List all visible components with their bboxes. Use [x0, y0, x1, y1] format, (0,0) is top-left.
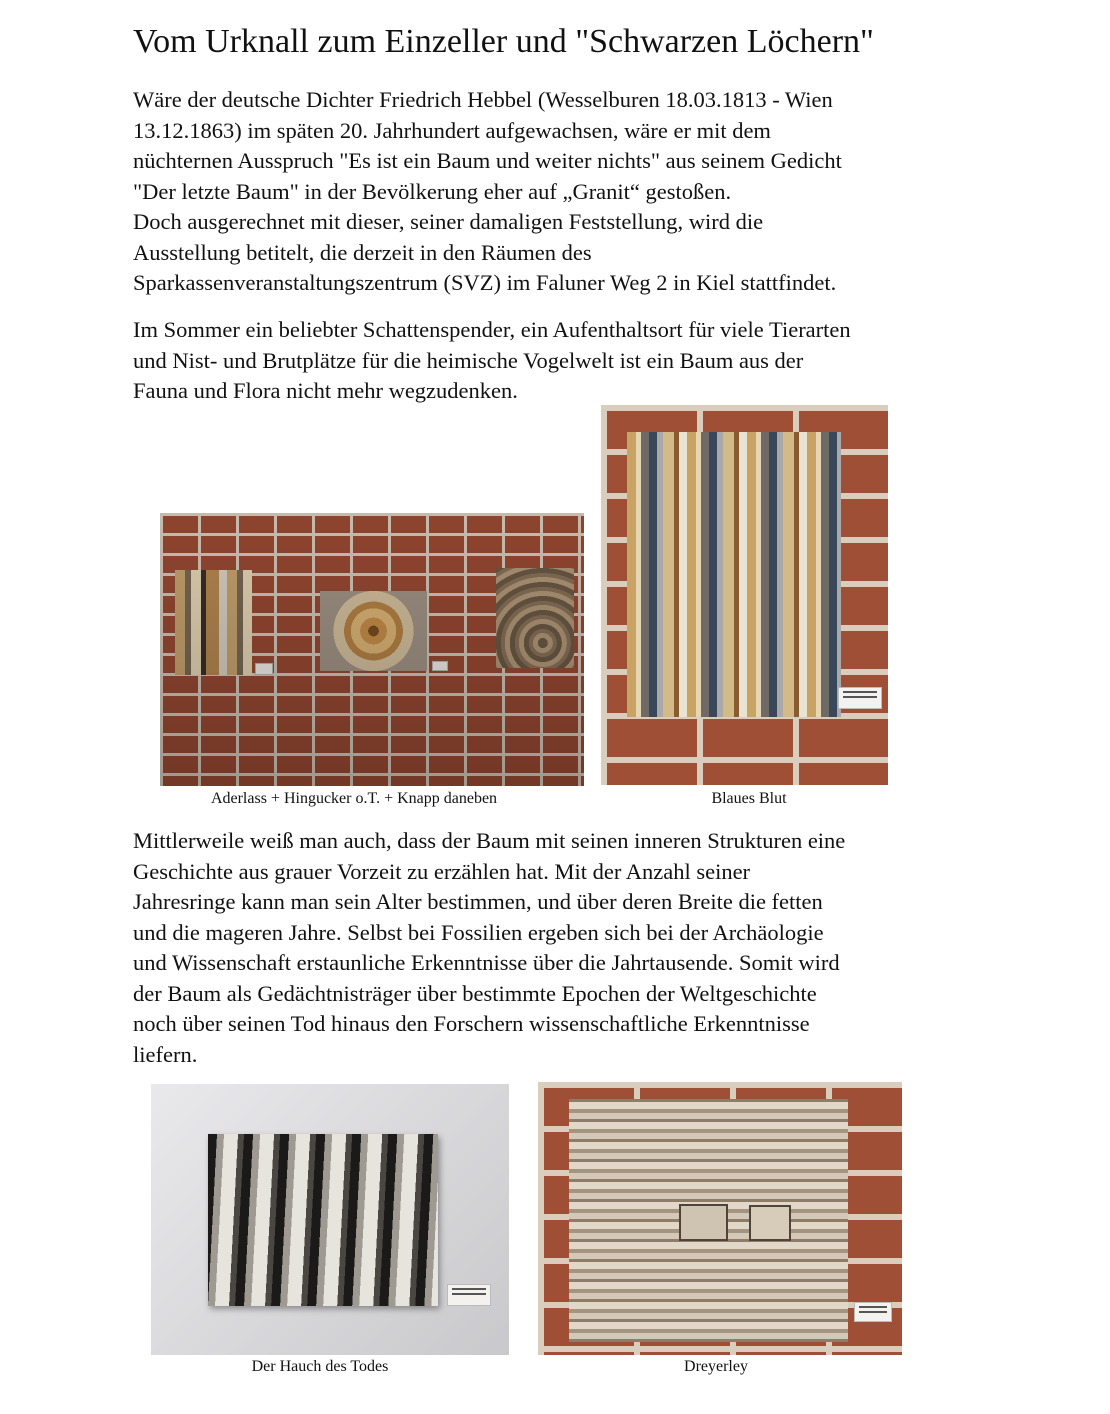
text-line: und Nist- und Brutplätze für die heimische Vogelwelt ist ein Baum aus der — [133, 347, 804, 373]
photo-der-hauch-des-todes — [151, 1084, 509, 1355]
page-title: Vom Urknall zum Einzeller und "Schwarzen Löchern" — [133, 23, 874, 60]
paragraph-intro — [133, 85, 842, 299]
text-line: liefern. — [133, 1041, 198, 1067]
text-line: Wäre der deutsche Dichter Friedrich Hebbel (Wesselburen 18.03.1813 - Wien — [133, 87, 833, 112]
photo-dreyerley — [538, 1082, 902, 1355]
artwork-blaues-blut — [627, 432, 841, 717]
caption-photo1: Aderlass + Hingucker o.T. + Knapp daneben — [210, 790, 498, 807]
text-line: Geschichte aus grauer Vorzeit zu erzählen hat. Mit der Anzahl seiner — [133, 858, 751, 884]
text-line: Mittlerweile weiß man auch, dass der Baum mit seinen inneren Strukturen eine — [133, 828, 846, 853]
artwork-label — [447, 1284, 491, 1306]
text-line: 13.12.1863) im späten 20. Jahrhundert aufgewachsen, wäre er mit dem — [133, 117, 771, 143]
photo-blaues-blut — [601, 405, 888, 785]
text-line: und Wissenschaft erstaunliche Erkenntnisse über die Jahrtausende. Somit wird — [133, 950, 840, 975]
caption-photo4: Dreyerley — [684, 1358, 748, 1375]
photo-shading — [160, 513, 584, 786]
text-line: Fauna und Flora nicht mehr wegzudenken. — [133, 378, 518, 403]
photo-exhibition-wall — [160, 513, 584, 786]
text-line: Im Sommer ein beliebter Schattenspender, ein Aufenthaltsort für viele Tierarten — [133, 317, 851, 342]
caption-photo3: Der Hauch des Todes — [251, 1358, 389, 1375]
text-line: Doch ausgerechnet mit dieser, seiner damaligen Feststellung, wird die — [133, 209, 764, 234]
text-line: Sparkassenveranstaltungszentrum (SVZ) im Faluner Weg 2 in Kiel stattfindet. — [133, 270, 837, 295]
artwork-label — [854, 1302, 892, 1322]
wood-knot — [679, 1204, 728, 1241]
text-line: "Der letzte Baum" in der Bevölkerung eher auf „Granit“ gestoßen. — [133, 178, 732, 204]
artwork-dreyerley — [569, 1099, 848, 1342]
wood-knot — [749, 1205, 791, 1241]
paragraph-structures — [133, 826, 845, 1070]
text-line: und die mageren Jahre. Selbst bei Fossilien ergeben sich bei der Archäologie — [133, 919, 824, 945]
text-line: der Baum als Gedächtnisträger über bestimmte Epochen der Weltgeschichte — [133, 980, 817, 1006]
text-line: Ausstellung betitelt, die derzeit in den Räumen des — [133, 239, 592, 265]
text-line: noch über seinen Tod hinaus den Forschern wissenschaftliche Erkenntnisse — [133, 1011, 810, 1036]
text-line: Jahresringe kann man sein Alter bestimmen, und über deren Breite die fetten — [133, 889, 823, 914]
paragraph-summer — [133, 315, 851, 407]
caption-photo2: Blaues Blut — [711, 790, 787, 807]
artwork-der-hauch-des-todes — [208, 1134, 438, 1306]
text-line: nüchternen Ausspruch "Es ist ein Baum und weiter nichts" aus seinem Gedicht — [133, 148, 842, 173]
artwork-label — [838, 687, 882, 709]
